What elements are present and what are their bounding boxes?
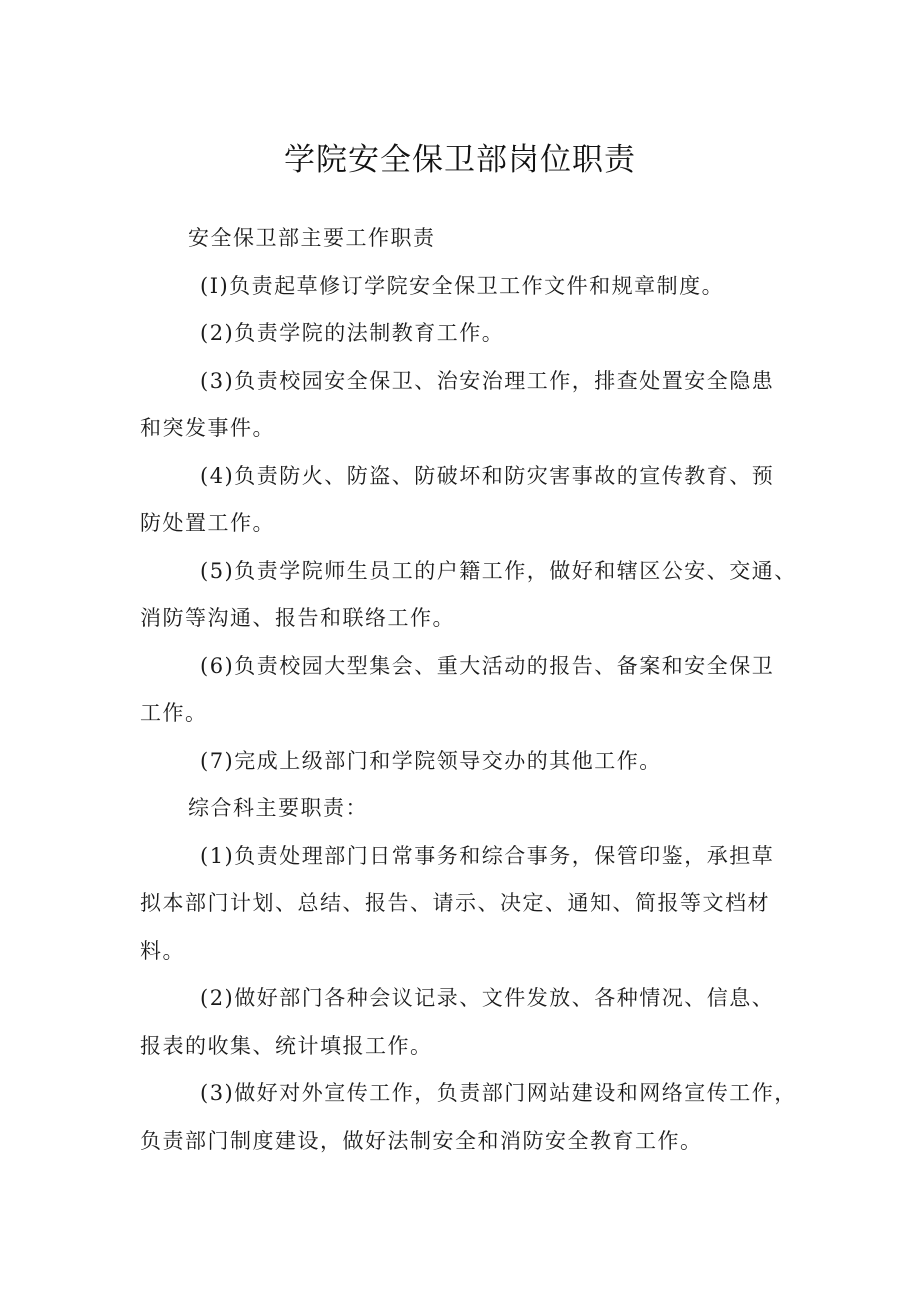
duty-item-4: (4)负责防火、防盗、防破坏和防灾害事故的宣传教育、预	[200, 463, 775, 488]
office-item-3-continued: 负责部门制度建设，做好法制安全和消防安全教育工作。	[140, 1128, 703, 1153]
duty-item-3: (3)负责校园安全保卫、治安治理工作，排查处置安全隐患	[200, 368, 775, 393]
section-heading-general-office: 综合科主要职责：	[188, 796, 368, 820]
duty-item-1: (I)负责起草修订学院安全保卫工作文件和规章制度。	[200, 273, 725, 298]
office-item-1: (1)负责处理部门日常事务和综合事务，保管印鉴，承担草	[200, 843, 775, 868]
document-body	[140, 215, 812, 1165]
office-item-2-continued: 报表的收集、统计填报工作。	[140, 1033, 433, 1058]
duty-item-4-continued: 防处置工作。	[140, 511, 275, 535]
duty-item-6: (6)负责校园大型集会、重大活动的报告、备案和安全保卫	[200, 653, 775, 678]
office-item-1-continued: 拟本部门计划、总结、报告、请示、决定、通知、简报等文档材	[140, 891, 770, 915]
office-item-1-continued-2: 料。	[140, 938, 185, 963]
document-title: 学院安全保卫部岗位职责	[284, 142, 636, 178]
duty-item-6-continued: 工作。	[140, 701, 208, 725]
duty-item-7: (7)完成上级部门和学院领导交办的其他工作。	[200, 748, 662, 773]
duty-item-5: (5)负责学院师生员工的户籍工作，做好和辖区公安、交通、	[200, 558, 797, 583]
section-heading-security-duties: 安全保卫部主要工作职责	[188, 226, 436, 250]
duty-item-5-continued: 消防等沟通、报告和联络工作。	[140, 606, 455, 630]
duty-item-2: (2)负责学院的法制教育工作。	[200, 321, 505, 345]
office-item-2: (2)做好部门各种会议记录、文件发放、各种情况、信息、	[200, 986, 775, 1010]
office-item-3: (3)做好对外宣传工作，负责部门网站建设和网络宣传工作，	[200, 1081, 797, 1105]
duty-item-3-continued: 和突发事件。	[140, 416, 275, 440]
